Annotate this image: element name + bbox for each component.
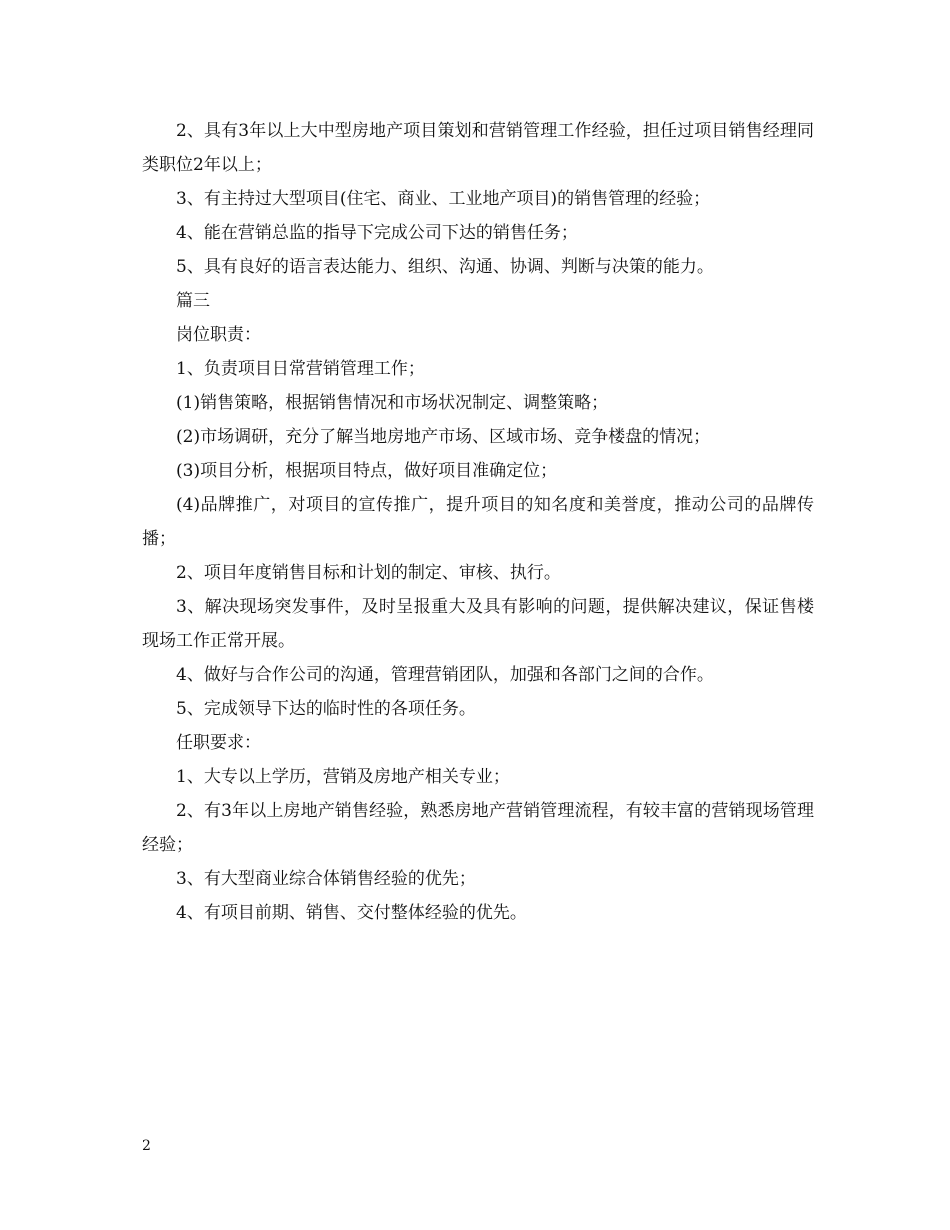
requirement-item-2: 2、有3年以上房地产销售经验，熟悉房地产营销管理流程，有较丰富的营销现场管理经验； — [142, 801, 814, 855]
duty-item-5: 5、完成领导下达的临时性的各项任务。 — [176, 699, 476, 719]
requirement-item-1: 1、大专以上学历，营销及房地产相关专业； — [176, 767, 510, 787]
duties-heading: 岗位职责： — [176, 325, 261, 345]
paragraph-requirement-4-prev: 4、能在营销总监的指导下完成公司下达的销售任务； — [176, 223, 578, 243]
duty-item-3: 3、解决现场突发事件，及时呈报重大及具有影响的问题，提供解决建议，保证售楼现场工作正常开展。 — [142, 597, 814, 651]
duty-item-2: 2、项目年度销售目标和计划的制定、审核、执行。 — [176, 563, 561, 583]
requirement-item-3: 3、有大型商业综合体销售经验的优先； — [176, 869, 476, 889]
duty-item-1: 1、负责项目日常营销管理工作； — [176, 359, 425, 379]
duty-item-4: 4、做好与合作公司的沟通，管理营销团队，加强和各部门之间的合作。 — [176, 665, 714, 685]
section-heading: 篇三 — [176, 291, 210, 311]
duty-subitem-3: (3)项目分析，根据项目特点，做好项目准确定位； — [176, 461, 558, 481]
paragraph-requirement-5-prev: 5、具有良好的语言表达能力、组织、沟通、协调、判断与决策的能力。 — [176, 257, 714, 277]
requirements-heading: 任职要求： — [176, 733, 261, 753]
paragraph-requirement-3-prev: 3、有主持过大型项目(住宅、商业、工业地产项目)的销售管理的经验； — [176, 189, 711, 209]
duty-subitem-1: (1)销售策略，根据销售情况和市场状况制定、调整策略； — [176, 393, 609, 413]
duty-subitem-4: (4)品牌推广，对项目的宣传推广，提升项目的知名度和美誉度，推动公司的品牌传播； — [142, 495, 814, 549]
document-body — [142, 114, 814, 930]
page-number: 2 — [142, 1138, 151, 1154]
requirement-item-4: 4、有项目前期、销售、交付整体经验的优先。 — [176, 903, 527, 923]
paragraph-requirement-2-prev: 2、具有3年以上大中型房地产项目策划和营销管理工作经验，担任过项目销售经理同类职位2年以上； — [142, 121, 814, 175]
duty-subitem-2: (2)市场调研，充分了解当地房地产市场、区域市场、竞争楼盘的情况； — [176, 427, 711, 447]
